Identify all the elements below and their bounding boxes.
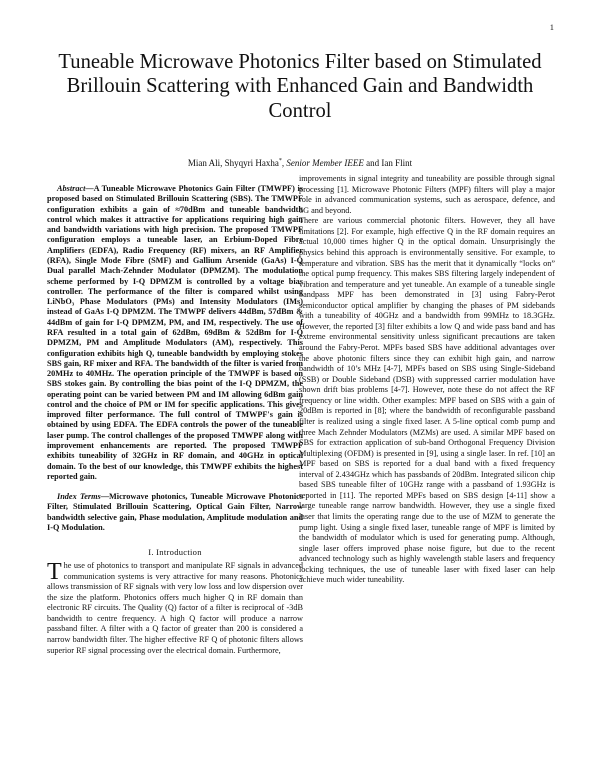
right-column (299, 174, 555, 586)
page-number: 1 (549, 22, 554, 32)
index-terms (47, 492, 303, 533)
left-column (47, 184, 303, 656)
drop-cap: T (47, 559, 62, 586)
introduction-text: he use of photonics to transport and manipulate RF signals in advanced communication systems is very attractive for many reasons. Photonics allows transmission of RF signals with very low loss and low dispersion over the size the platform. Photonics offers much higher Q in RF domain than electronic RF circuits. The Quality (Q) factor of a filter is reciprocal of -3dB bandwidth to centre frequency. A high Q factor will produce a narrow passband filter. A filter with a Q factor of greater than 200 is considered a narrow bandwidth filter. The higher effective RF Q of photonic filters allows superior RF signal processing over the electrical domain. Furthermore, (47, 561, 303, 655)
section-heading: I. Introduction (148, 547, 202, 558)
abstract-dash: — (85, 184, 94, 193)
author-role: , Senior Member IEEE (281, 158, 364, 168)
author-names-2: and Ian Flint (363, 158, 413, 168)
index-terms-dash: — (100, 492, 109, 502)
introduction-paragraph (47, 561, 303, 656)
index-terms-text: Microwave photonics, Tuneable Microwave Photonics Filter, Stimulated Brillouin Scattering, Optical Gain Filter, Narrow bandwidth selective gain, Phase modulation, Amplitude modulation and I-Q Modulation. (47, 492, 303, 532)
index-terms-label: Index Terms (57, 492, 101, 502)
abstract-text: A Tuneable Microwave Photonics Gain Filter (TMWPF) is proposed based on Stimulated Brillouin Scattering (SBS). The TMWPF configuration exhibits a gain of ≈70dBm and tuneable bandwidth control which makes it attractive for applications requiring high gain and bandwidth variations with high precision. The proposed TMWPF configuration employs a tuneable laser, an Erbium-Doped Fibre Amplifiers (EDFA), Radio Frequency (RF) mixers, an RF Amplifier (RFA), Single Mode Fibre (SMF) and Gallium Arsenide (GaAs) I-Q Dual parallel Mach-Zehnder Modulator (DPMZM). The modulation scheme performed by I-Q DPMZM is controlled by a voltage bias controller. The performance of the filter is compared whilst using LiNbO₃ Phase Modulators (PMs) and Intensity Modulators (IMs) instead of GaAs I-Q DPMZM. The TMWPF delivers 44dBm, 57dBm & 44dBm of gain for I-Q DPMZM, PM, and IM, respectively. The use of RFA resulted in a total gain of 62dBm, 69dBm & 52dBm for I-Q DPMZM, PM and Amplitude Modulators (AM), respectively. This configuration exhibits high Q, tuneable bandwidth by employing stokes SBS gain, RF mixer and RFA. The bandwidth of the filter is varied from 20MHz to 40MHz. The operation principle of the TMWPF is based on SBS stokes gain. By controlling the bias point of the I-Q DPMZM, the operating point can be varied between PM and IM allowing 6dBm gain control and the choice of PM or IM for specific applications. This gives improved filter performance. The full control of TMWPF's gain is obtained by using EDFA. The EDFA controls the power of the tuneable laser pump. The control challenges of the proposed TMWPF along with improvement enhancements are reported. The proposed TMWPF exhibits tuneability of 32GHz in RF domain, and 40GHz in optical domain. To the best of our knowledge, this TMWPF exhibits the highest reported gain. (47, 184, 303, 481)
author-names: Mian Ali, Shyqyri Haxha (187, 158, 279, 168)
right-paragraph-2: There are various commercial photonic filters. However, they all have limitations [2]. For example, high effective Q in the RF domain requires an actual 10,000 times higher Q in the optical domain. Unsurprisingly the physics behind this approach is environmentally sensitive. For example, to temperature and vibration. SBS has the merit that it dynamically “locks on” the optical pump frequency. This makes SBS filtering largely independent of vibration and temperature and yet tuneable. An example of a tuneable single bandpass MPF has been demonstrated in [3] using Fabry-Perot semiconductor optical amplifier by changing the phases of PM sidebands with a tuneability of 40GHz and a bandwidth from 99MHz to 18.3GHz. However, the reported [3] filter exhibits a low Q and wide pass band and has extreme environmental sensitivity unless significant precautions are taken around the Fabry-Perot. MPFs based SBS have additional advantages over the above photonic filters since they can exhibit high gain, and narrow bandwidth of 10’s MHz [4-7], MPFs based on SBS using Single-Sideband (SSB) or Double Sideband (DSB) with suppressed carrier modulation have shown drift bias problems [4-7]. However, note these do not affect the RF frequency or line width. Other examples: MPF based on SBS with a gain of 20dBm is reported in [8]; where the bandwidth of reconfigurable passband filter is realized using a single fixed laser. A 5-line optical comb pump and three Mach Zehnder Modulators (MZMs) are used. A similar MPF based on SBS for extraction application of sub-band Orthogonal Frequency Division Multiplexing (OFDM) is presented in [9], using a single laser. In ref. [10] an MPF based on SBS is reported for a dual band with a fixed frequency interval of 2.434GHz which has passbands of 20dBm. Integrated silicon chip based SBS tuneable filter of 10GHz range with a passband of 1.93GHz is reported in [11]. The reported MPFs based on SBS design [4-11] show a large tuneable range narrow bandwidth. However, they use a single fixed laser that limits the operating range due to the use of MZM to generate the pump light. Using a single fixed laser, tuneable range of MPF is limited by the bandwidth of modulator which is used for generating pump. Although, single laser offers improved phase noise figure, but due to the recent advanced technology such as highly wavelength stable lasers and frequency locking techniques, the use of tuneable laser with fixed laser can help achieve much wider tuneability. (299, 216, 555, 585)
author-marker: * (278, 158, 282, 164)
abstract (47, 184, 303, 482)
paper-title: Tuneable Microwave Photonics Filter based on Stimulated Brillouin Scattering with Enhanced Gain and Bandwidth Control (58, 51, 542, 122)
abstract-label: Abstract (57, 184, 86, 193)
author-line (40, 158, 560, 168)
right-paragraph-1: improvements in signal integrity and tuneability are possible through signal processing [1]. Microwave Photonic Filters (MPF) filters will play a major role in advanced communication systems, such as aerospace, defence, and 6G and beyond. (299, 174, 555, 215)
